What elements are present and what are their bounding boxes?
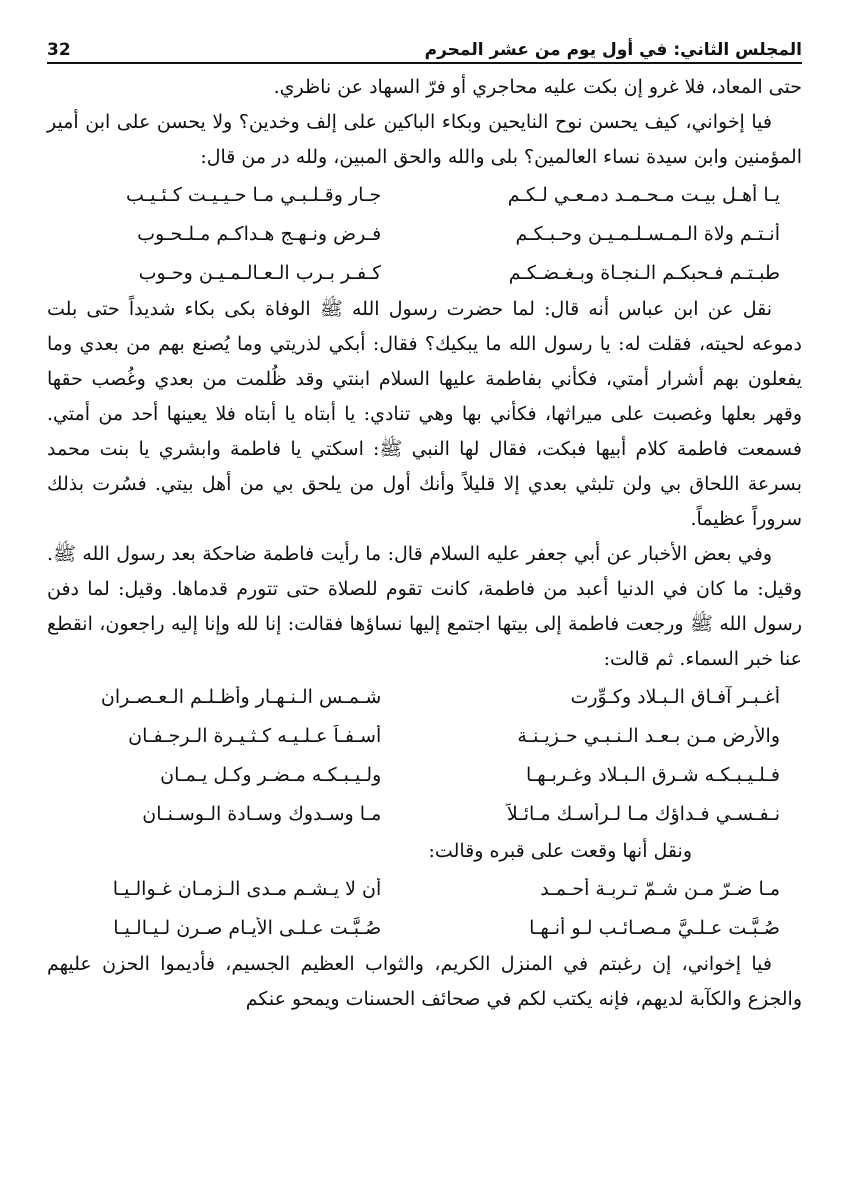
verse-first-hemistich: مـا ضـرّ مـن شـمّ تـربـة أحـمـد [540,877,780,900]
verse-second-hemistich: جـار وقـلـبـي مـا حـيـيـت كـئـيـب [126,183,382,206]
paragraph-5: فيا إخواني، إن رغبتم في المنزل الكريم، والثواب العظيم الجسيم، فأديموا الحزن عليهم والجزع والكآبة لديهم، فإنه يكتب لكم في صحائف الحسنات ويمحو عنكم [47,953,802,1010]
verse-first-hemistich: يـا أهـل بيـت مـحـمـد دمـعـي لـكـم [507,183,780,206]
verse-first-hemistich: أنـتـم ولاة الـمـسـلـمـيـن وحـبـكـم [515,222,780,245]
poem-verse [47,175,802,214]
poem-verse [47,716,802,755]
verse-first-hemistich: فـلـيـبـكـه شـرق الـبـلاد وغـربـهـا [525,763,780,786]
verse-second-hemistich: شـمـس الـنـهـار وأظـلـم الـعـصـران [100,685,382,708]
verse-second-hemistich: أن لا يـشـم مـدى الـزمـان غـوالـيـا [112,877,382,900]
page-body [47,70,802,1017]
poem-verse [47,677,802,716]
verse-second-hemistich: مـا وسـدوك وسـادة الـوسـنـان [142,802,382,825]
paragraph-3: نقل عن ابن عباس أنه قال: لما حضرت رسول الله ﷺ الوفاة بكى بكاء شديداً حتى بلت دموعه لحيته، فقلت له: يا رسول الله ما يبكيك؟ فقال: أبكي لذريتي وما يُصنع بهم من بعدي وما يفعلون بهم أشرار أمتي، فكأني بفاطمة عليها السلام ابنتي وقد ظُلمت من بعدي وغُصب حقها وقهر بعلها وغصبت على ميراثها، فكأني بها وهي تنادي: يا أبتاه يا أبتاه فلا يعينها أحد من أمتي. فسمعت فاطمة كلام أبيها فبكت، فقال لها النبي ﷺ: اسكتي يا فاطمة وابشري يا بنت محمد بسرعة اللحاق بي ولن تلبثي بعدي إلا قليلاً وأنك أول من يلحق بي من أهل بيتي. فسُرت بذلك سروراً عظيماً. [47,298,802,530]
verse-second-hemistich: كـفـر بـرب الـعـالـمـيـن وحـوب [138,261,382,284]
paragraph-2: فيا إخواني، كيف يحسن نوح النايحين وبكاء الباكين على إلف وخدين؟ ولا يحسن على ابن أمير المؤمنين وابن سيدة نساء العالمين؟ بلى والله والحق المبين، ولله در من قال: [47,111,802,168]
poem-3-intro: ونقل أنها وقعت على قبره وقالت: [428,840,692,862]
poem-verse [47,253,802,292]
poem-verse [47,869,802,908]
page-number: 32 [47,40,71,60]
running-title: المجلس الثاني: في أول يوم من عشر المحرم [424,40,802,60]
verse-second-hemistich: ولـيـبـكـه مـضـر وكـل يـمـان [160,763,382,786]
poem-2 [47,677,802,833]
page-header [47,30,802,64]
verse-second-hemistich: صُـبَّـت عـلـى الأيـام صـرن لـيـالـيـا [113,916,382,939]
verse-second-hemistich: أسـفـاً عـلـيـه كـثـيـرة الـرجـفـان [128,724,382,747]
verse-second-hemistich: فـرض ونـهـج هـداكـم مـلـحـوب [137,222,382,245]
verse-first-hemistich: نـفـسـي فـداؤك مـا لـرأسـك مـائـلاً [506,802,780,825]
verse-first-hemistich: والأرض مـن بـعـد الـنـبـي حـزيـنـة [517,724,780,747]
poem-1 [47,175,802,292]
poem-verse [47,794,802,833]
poem-verse [47,908,802,947]
paragraph-1: حتى المعاد، فلا غرو إن بكت عليه محاجري أو فرّ السهاد عن ناظري. [273,76,802,98]
poem-3 [47,869,802,947]
paragraph-4: وفي بعض الأخبار عن أبي جعفر عليه السلام قال: ما رأيت فاطمة ضاحكة بعد رسول الله ﷺ. وقيل: ما كان في الدنيا أعبد من فاطمة، كانت تقوم للصلاة حتى تتورم قدماها. وقيل: لما دفن رسول الله ﷺ ورجعت فاطمة إلى بيتها اجتمع إليها نساؤها فقالت: إنا لله وإنا إليه راجعون، انقطع عنا خبر السماء. ثم قالت: [47,543,802,670]
verse-first-hemistich: صُـبَّـت عـلـيَّ مـصـائـب لـو أنـهـا [529,916,780,939]
verse-first-hemistich: طبـتـم فـحبكـم الـنجـاة وبـغـضـكـم [508,261,780,284]
poem-verse [47,755,802,794]
poem-verse [47,214,802,253]
verse-first-hemistich: أغـبـر آفـاق الـبـلاد وكـوِّرت [570,685,780,708]
